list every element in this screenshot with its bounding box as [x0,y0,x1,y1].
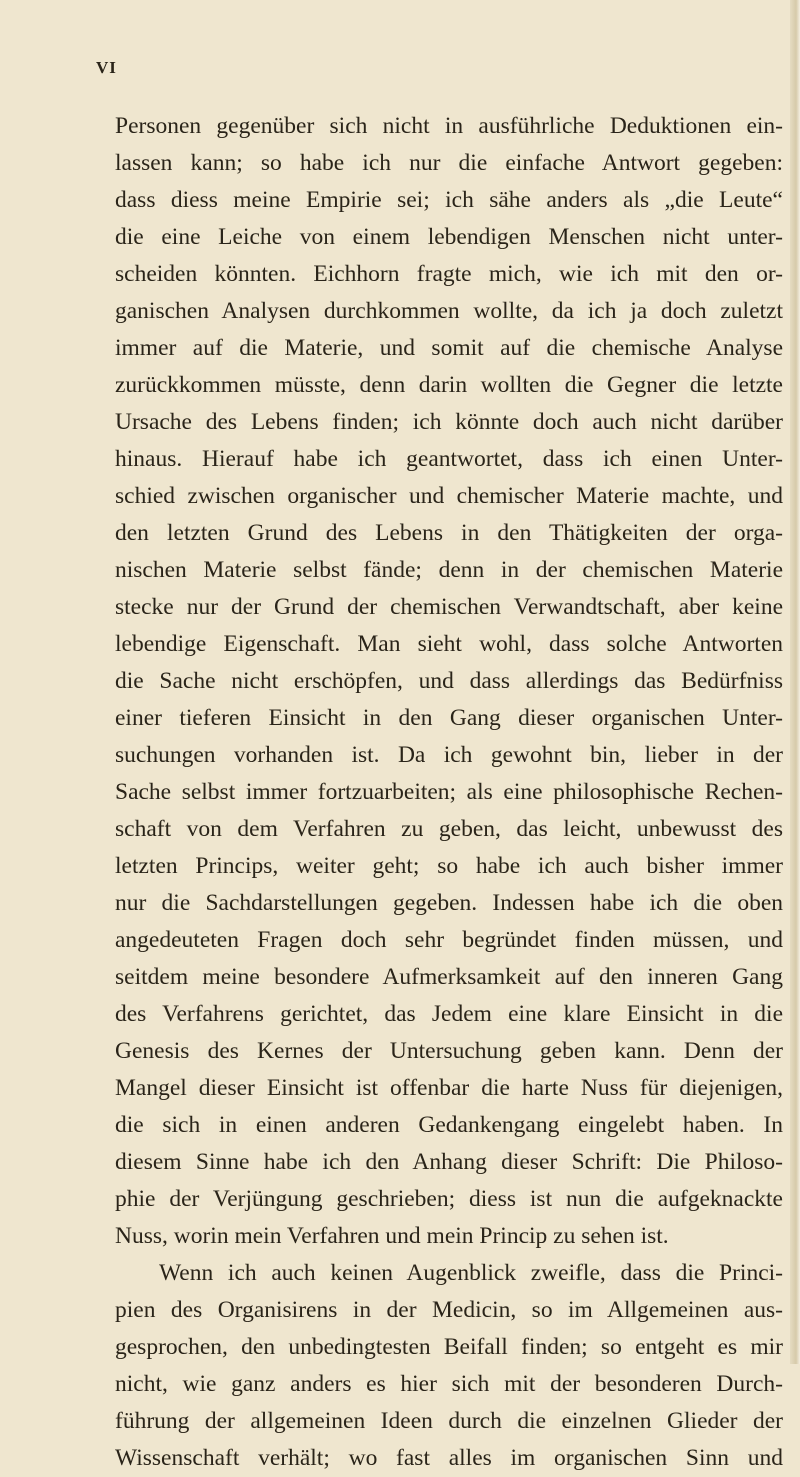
body-text [115,108,783,1477]
text-line: Nuss, worin mein Verfahren und mein Princip zu sehen ist. [115,1223,669,1249]
text-line: den letzten Grund des Lebens in den Thätigkeiten der orga- [115,520,783,546]
text-line: Wissenschaft verhält; wo fast alles im organischen Sinn und [115,1445,783,1471]
text-line: nur die Sachdarstellungen gegeben. Indessen habe ich die oben [115,890,783,916]
text-line: Genesis des Kernes der Untersuchung geben kann. Denn der [115,1038,783,1064]
text-line: einer tieferen Einsicht in den Gang dieser organischen Unter- [115,705,783,731]
text-line: lassen kann; so habe ich nur die einfache Antwort gegeben: [115,150,783,176]
text-line: gesprochen, den unbedingtesten Beifall finden; so entgeht es mir [115,1334,783,1360]
page-number: VI [96,58,117,77]
text-line: nicht, wie ganz anders es hier sich mit der besonderen Durch- [115,1371,783,1397]
text-line: die sich in einen anderen Gedankengang eingelebt haben. In [115,1112,783,1138]
text-line: zurückkommen müsste, denn darin wollten die Gegner die letzte [115,372,783,398]
text-line: phie der Verjüngung geschrieben; diess ist nun die aufgeknackte [115,1186,783,1212]
text-line: Ursache des Lebens finden; ich könnte doch auch nicht darüber [115,409,783,435]
text-line: stecke nur der Grund der chemischen Verwandtschaft, aber keine [115,594,783,620]
text-line: schaft von dem Verfahren zu geben, das leicht, unbewusst des [115,816,783,842]
text-line: schied zwischen organischer und chemischer Materie machte, und [115,483,783,509]
text-line: führung der allgemeinen Ideen durch die einzelnen Glieder der [115,1408,783,1434]
text-line: letzten Princips, weiter geht; so habe ich auch bisher immer [115,853,783,879]
text-line: nischen Materie selbst fände; denn in der chemischen Materie [115,557,783,583]
text-line: des Verfahrens gerichtet, das Jedem eine klare Einsicht in die [115,1001,783,1027]
text-line: Mangel dieser Einsicht ist offenbar die harte Nuss für diejenigen, [115,1075,783,1101]
text-line: dass diess meine Empirie sei; ich sähe anders als „die Leute“ [115,187,783,213]
text-line: seitdem meine besondere Aufmerksamkeit auf den inneren Gang [115,964,783,990]
text-line: immer auf die Materie, und somit auf die chemische Analyse [115,335,783,361]
text-line: lebendige Eigenschaft. Man sieht wohl, dass solche Antworten [115,631,783,657]
text-line: Personen gegenüber sich nicht in ausführliche Deduktionen ein- [115,113,783,139]
text-line: die Sache nicht erschöpfen, und dass allerdings das Bedürfniss [115,668,783,694]
text-line: die eine Leiche von einem lebendigen Menschen nicht unter- [115,224,783,250]
text-line: Wenn ich auch keinen Augenblick zweifle, dass die Princi- [159,1260,783,1286]
text-line: Sache selbst immer fortzuarbeiten; als eine philosophische Rechen- [115,779,783,805]
text-line: scheiden könnten. Eichhorn fragte mich, wie ich mit den or- [115,261,783,287]
text-line: ganischen Analysen durchkommen wollte, da ich ja doch zuletzt [115,298,783,324]
text-line: hinaus. Hierauf habe ich geantwortet, dass ich einen Unter- [115,446,783,472]
text-line: suchungen vorhanden ist. Da ich gewohnt bin, lieber in der [115,742,783,768]
text-line: diesem Sinne habe ich den Anhang dieser Schrift: Die Philoso- [115,1149,783,1175]
page-edge [790,0,800,1364]
text-line: pien des Organisirens in der Medicin, so im Allgemeinen aus- [115,1297,783,1323]
text-line: angedeuteten Fragen doch sehr begründet finden müssen, und [115,927,783,953]
